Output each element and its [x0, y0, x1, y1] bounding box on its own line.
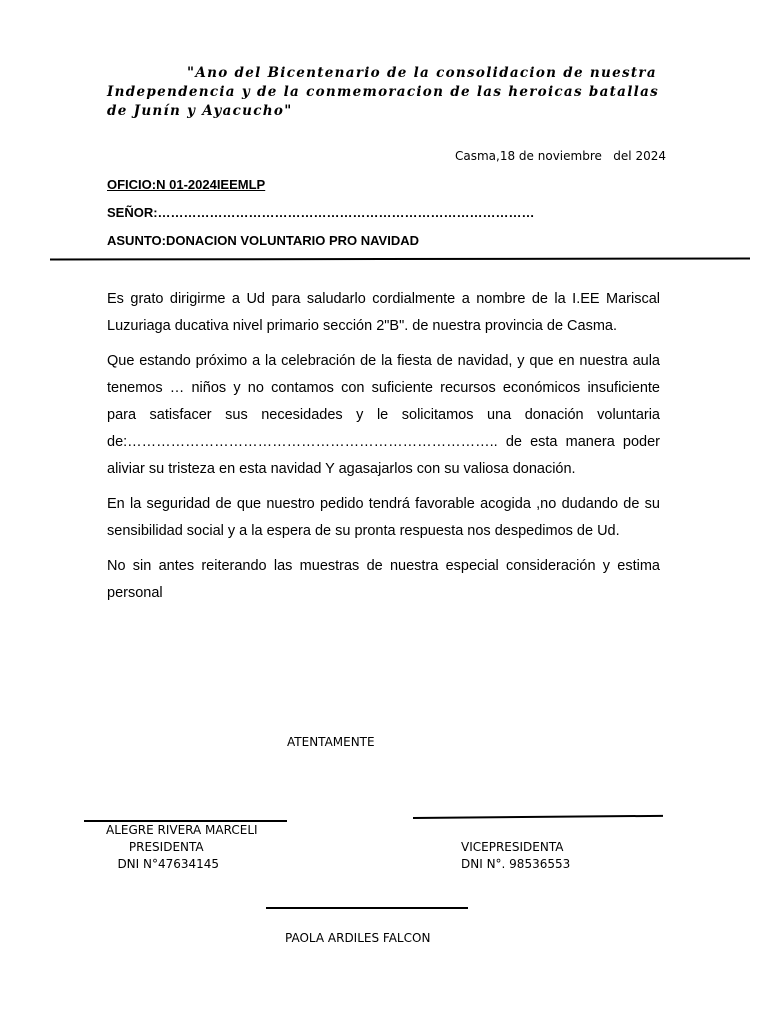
date-line: Casma,18 de noviembre del 2024: [455, 149, 666, 163]
body-paragraph-2: Que estando próximo a la celebración de la fiesta de navidad, y que en nuestra aula tenemos … niños y no contamos con suficiente recursos económicos insuficiente para satisfacer sus necesidades y le solicitamos una donación voluntaria de:………………………………………………………………….. de esta manera poder aliviar su tristeza en esta navidad Y agasajarlos con su valiosa donación.: [107, 353, 660, 477]
motto-text: "Ano del Bicentenario de la consolidacion de nuestra Independencia y de la conmemoracion de las heroicas batallas de Junín y Ayacucho": [107, 65, 660, 119]
letter-body: [107, 286, 660, 616]
signature-vicepresident: VICEPRESIDENTA DNI N°. 98536553: [461, 840, 571, 871]
closing-salutation: ATENTAMENTE: [287, 735, 375, 749]
body-paragraph-1: Es grato dirigirme a Ud para saludarlo cordialmente a nombre de la I.EE Mariscal Luzuriaga ducativa nivel primario sección 2"B". de nuestra provincia de Casma.: [107, 291, 660, 334]
signature-president: ALEGRE RIVERA MARCELI PRESIDENTA DNI N°47634145: [106, 823, 258, 871]
recipient-line: SEÑOR:……………………………………………………………………………: [107, 205, 535, 220]
body-paragraph-4: No sin antes reiterando las muestras de nuestra especial consideración y estima personal: [107, 558, 660, 601]
signature-third: PAOLA ARDILES FALCON: [285, 931, 431, 945]
subject-line: ASUNTO:DONACION VOLUNTARIO PRO NAVIDAD: [107, 233, 419, 248]
signature-line-right: [413, 815, 663, 819]
oficio-number: OFICIO:N 01-2024IEEMLP: [107, 177, 266, 192]
signature-line-bottom: [266, 907, 468, 909]
header-divider: [50, 258, 750, 261]
body-paragraph-3: En la seguridad de que nuestro pedido tendrá favorable acogida ,no dudando de su sensibilidad social y a la espera de su pronta respuesta nos despedimos de Ud.: [107, 496, 660, 539]
header-motto: [107, 64, 667, 121]
